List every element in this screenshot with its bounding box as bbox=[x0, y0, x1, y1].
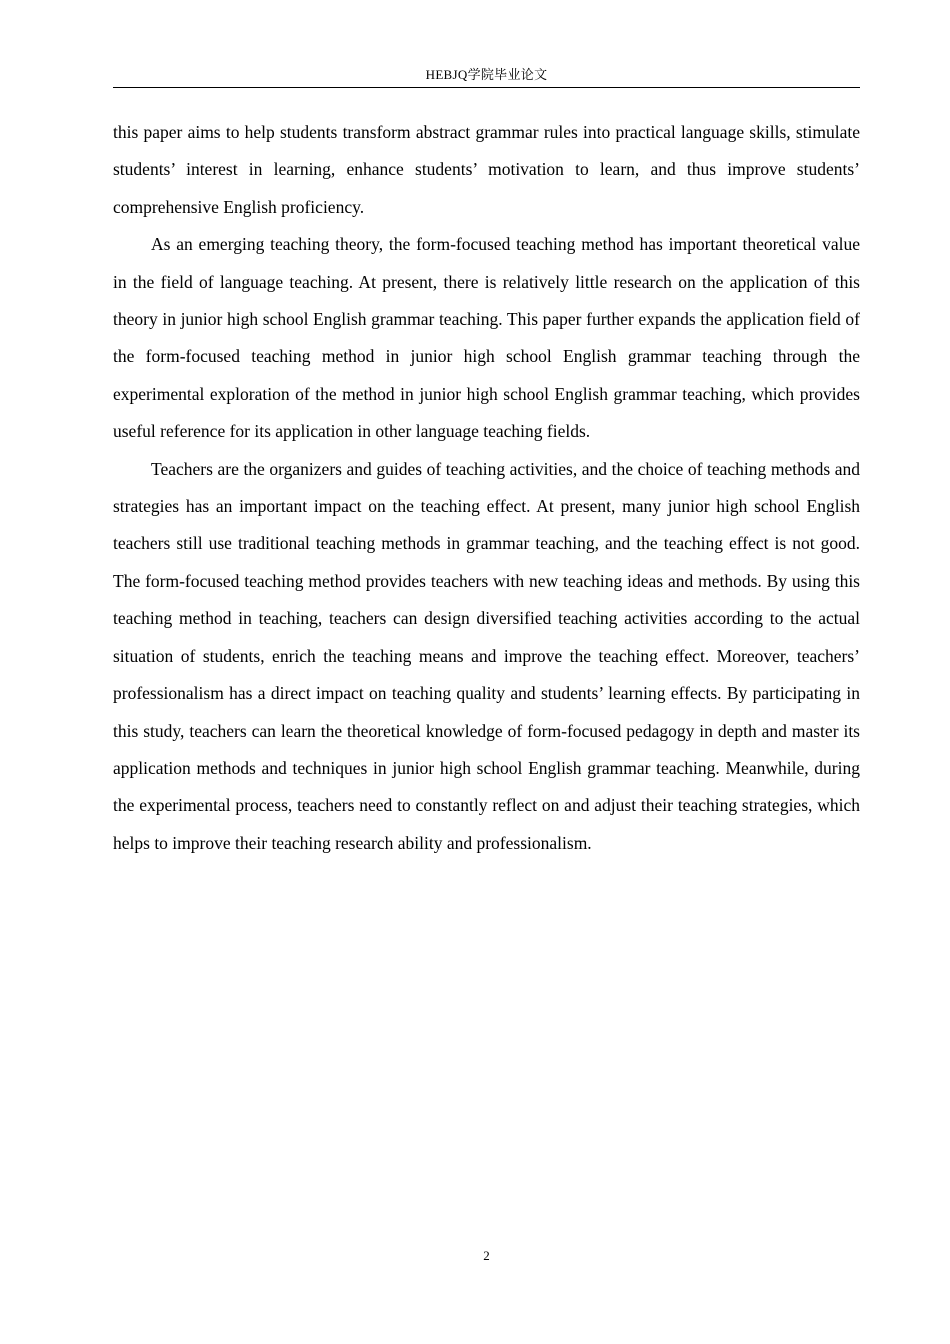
running-header-title: HEBJQ学院毕业论文 bbox=[425, 67, 548, 82]
body-text bbox=[113, 114, 860, 862]
header-divider bbox=[113, 87, 860, 88]
paragraph-continuation: this paper aims to help students transform abstract grammar rules into practical language skills, stimulate students’ interest in learning, enhance students’ motivation to learn, and thus improve students’ comprehensive English proficiency. bbox=[113, 122, 860, 217]
paragraph-theoretical-value: As an emerging teaching theory, the form-focused teaching method has important theoretical value in the field of language teaching. At present, there is relatively little research on the application of this theory in junior high school English grammar teaching. This paper further expands the application field of the form-focused teaching method in junior high school English grammar teaching through the experimental exploration of the method in junior high school English grammar teaching, which provides useful reference for its application in other language teaching fields. bbox=[113, 234, 860, 442]
page-number: 2 bbox=[483, 1248, 490, 1263]
paragraph-teacher-development: Teachers are the organizers and guides of teaching activities, and the choice of teaching methods and strategies has an important impact on the teaching effect. At present, many junior high school English teachers still use traditional teaching methods in grammar teaching, and the teaching effect is not good. The form-focused teaching method provides teachers with new teaching ideas and methods. By using this teaching method in teaching, teachers can design diversified teaching activities according to the actual situation of students, enrich the teaching means and improve the teaching effect. Moreover, teachers’ professionalism has a direct impact on teaching quality and students’ learning effects. By participating in this study, teachers can learn the theoretical knowledge of form-focused pedagogy in depth and master its application methods and techniques in junior high school English grammar teaching. Meanwhile, during the experimental process, teachers need to constantly reflect on and adjust their teaching strategies, which helps to improve their teaching research ability and professionalism. bbox=[113, 458, 860, 853]
